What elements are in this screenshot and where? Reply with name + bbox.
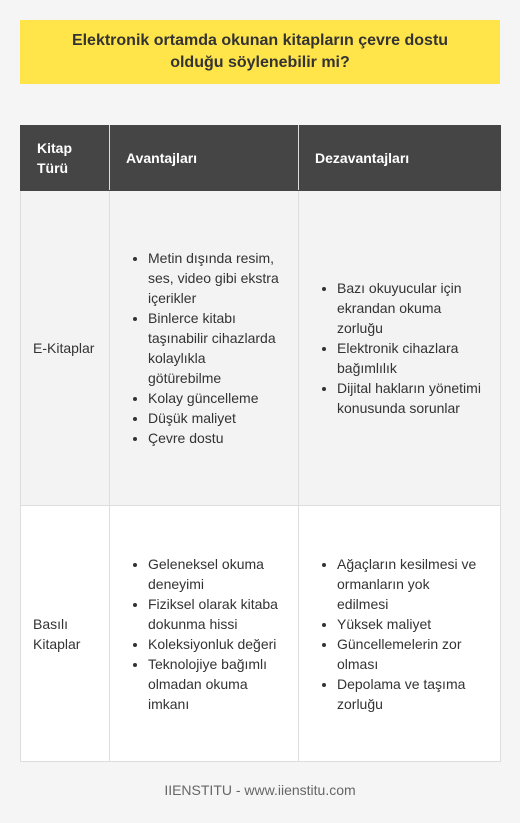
table-row [21, 506, 501, 762]
header-dezavantajlari: Dezavantajları [299, 126, 501, 191]
list-item: • Geleneksel okuma deneyimi [148, 554, 282, 594]
list-item: • Depolama ve taşıma zorluğu [337, 674, 484, 714]
footer-credit: IIENSTITU - www.iienstitu.com [164, 782, 356, 798]
list-item: • Dijital hakların yönetimi konusunda sorunlar [337, 378, 484, 418]
row-type-cell: E-Kitaplar [21, 191, 110, 506]
list-item: • Kolay güncelleme [148, 388, 282, 408]
list-item: • Elektronik cihazlara bağımlılık [337, 338, 484, 378]
list-item: • Teknolojiye bağımlı olmadan okuma imkanı [148, 654, 282, 714]
list-item: • Koleksiyonluk değeri [148, 634, 282, 654]
header-avantajlari: Avantajları [110, 126, 299, 191]
list-item: • Yüksek maliyet [337, 614, 484, 634]
list-item: • Çevre dostu [148, 428, 282, 448]
table-header-row [21, 126, 501, 191]
header-kitap-turu: Kitap Türü [21, 126, 110, 191]
disadvantages-list [315, 278, 484, 418]
page-title: Elektronik ortamda okunan kitapların çevre dostu olduğu söylenebilir mi? [71, 32, 449, 71]
disadvantages-cell [299, 191, 501, 506]
advantages-list [126, 248, 282, 448]
list-item: • Binlerce kitabı taşınabilir cihazlarda kolaylıkla götürebilme [148, 308, 282, 388]
comparison-table [20, 125, 501, 762]
list-item: • Fiziksel olarak kitaba dokunma hissi [148, 594, 282, 634]
advantages-list [126, 554, 282, 714]
disadvantages-list [315, 554, 484, 714]
disadvantages-cell [299, 506, 501, 762]
title-banner [20, 20, 500, 84]
row-type-cell: Basılı Kitaplar [21, 506, 110, 762]
list-item: • Metin dışında resim, ses, video gibi ekstra içerikler [148, 248, 282, 308]
advantages-cell [110, 506, 299, 762]
advantages-cell [110, 191, 299, 506]
list-item: • Güncellemelerin zor olması [337, 634, 484, 674]
list-item: • Düşük maliyet [148, 408, 282, 428]
list-item: • Bazı okuyucular için ekrandan okuma zorluğu [337, 278, 484, 338]
list-item: • Ağaçların kesilmesi ve ormanların yok edilmesi [337, 554, 484, 614]
table-row [21, 191, 501, 506]
